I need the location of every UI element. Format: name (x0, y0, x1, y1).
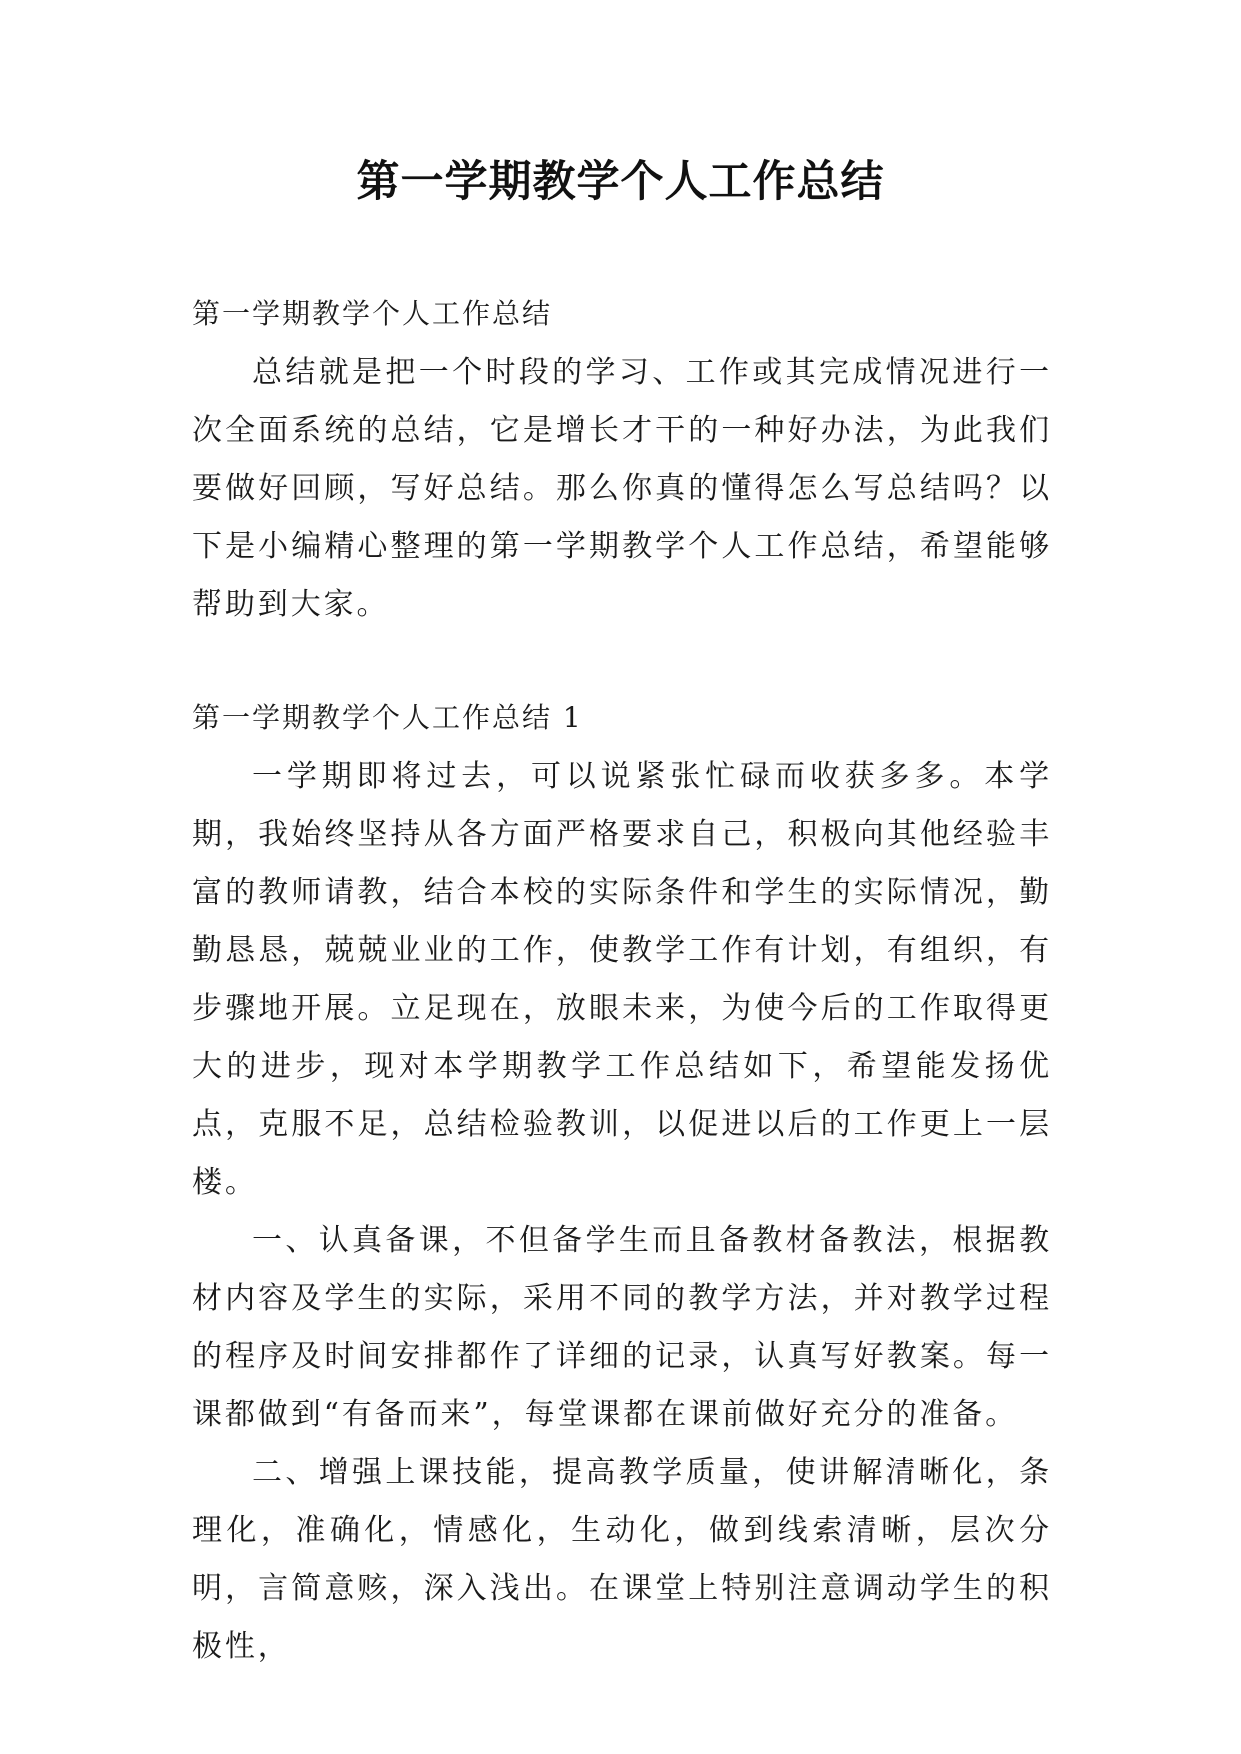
intro-paragraph: 总结就是把一个时段的学习、工作或其完成情况进行一次全面系统的总结，它是增长才干的一种好办法，为此我们要做好回顾，写好总结。那么你真的懂得怎么写总结吗？以下是小编精心整理的第一学期教学个人工作总结，希望能够帮助到大家。 (192, 355, 1052, 622)
section-spacer (192, 634, 1052, 698)
section1-paragraph: 一、认真备课，不但备学生而且备教材备教法，根据教材内容及学生的实际，采用不同的教学方法，并对教学过程的程序及时间安排都作了详细的记录，认真写好教案。每一课都做到“有备而来”，每堂课都在课前做好充分的准备。 (192, 1223, 1052, 1432)
document-title: 第一学期教学个人工作总结 (356, 157, 885, 207)
document-body (192, 294, 1052, 1676)
section1-paragraph: 二、增强上课技能，提高教学质量，使讲解清晰化，条理化，准确化，情感化，生动化，做到线索清晰，层次分明，言简意赅，深入浅出。在课堂上特别注意调动学生的积极性， (192, 1455, 1052, 1664)
intro-heading: 第一学期教学个人工作总结 (192, 297, 553, 330)
section1-paragraph: 一学期即将过去，可以说紧张忙碌而收获多多。本学期，我始终坚持从各方面严格要求自己，积极向其他经验丰富的教师请教，结合本校的实际条件和学生的实际情况，勤勤恳恳，兢兢业业的工作，使教学工作有计划，有组织，有步骤地开展。立足现在，放眼未来，为使今后的工作取得更大的进步，现对本学期教学工作总结如下，希望能发扬优点，克服不足，总结检验教训，以促进以后的工作更上一层楼。 (192, 759, 1052, 1200)
section1-heading: 第一学期教学个人工作总结 1 (192, 701, 583, 734)
